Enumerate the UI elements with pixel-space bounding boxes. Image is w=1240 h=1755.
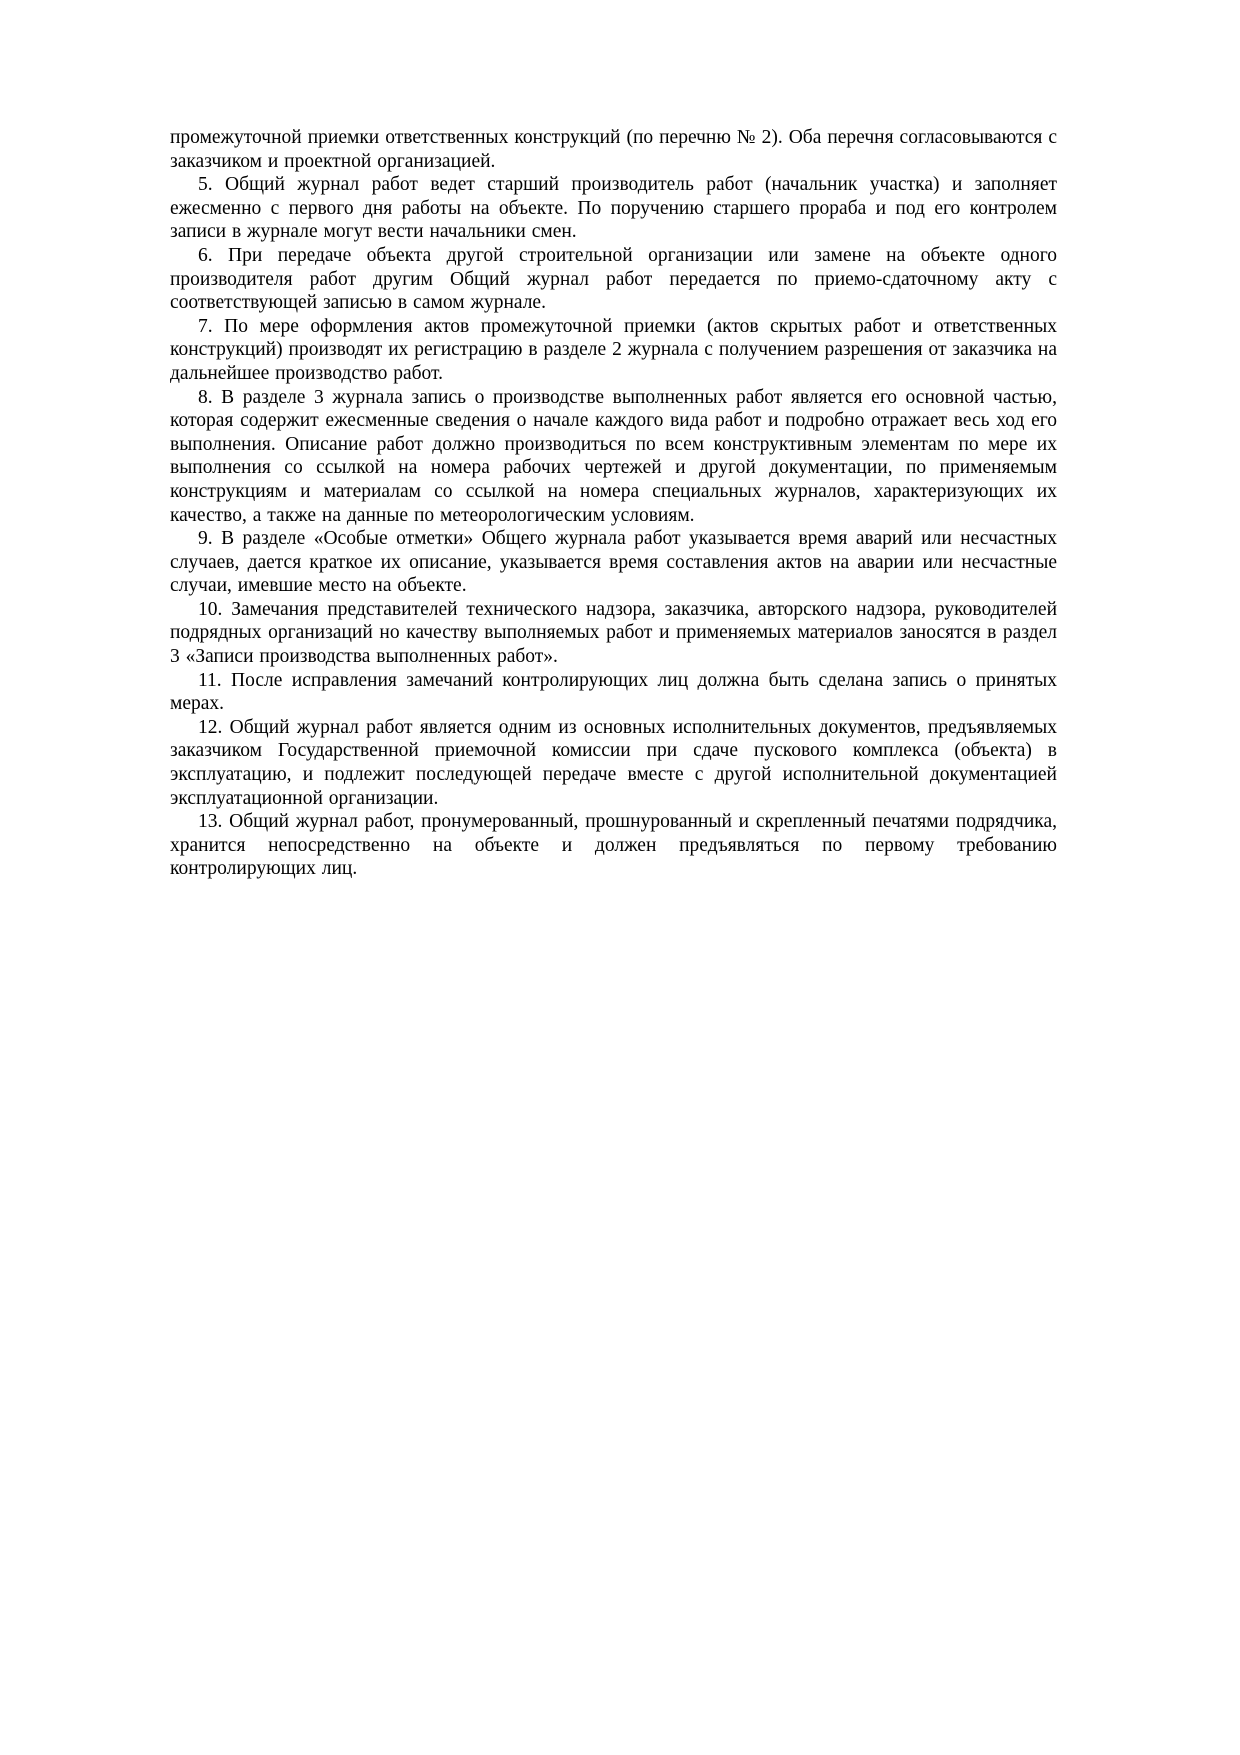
- paragraph-item-11: 11. После исправления замечаний контролирующих лиц должна быть сделана запись о принятых мерах.: [170, 669, 1057, 715]
- paragraph-item-7: 7. По мере оформления актов промежуточной приемки (актов скрытых работ и ответственных конструкций) производят их регистрацию в разделе 2 журнала с получением разрешения от заказчика на дальнейшее производство работ.: [170, 315, 1057, 384]
- paragraph-item-10: 10. Замечания представителей технического надзора, заказчика, авторского надзора, руководителей подрядных организаций но качеству выполняемых работ и применяемых материалов заносятся в раздел 3 «Записи производства выполненных работ».: [170, 598, 1057, 668]
- document-text-block: [170, 126, 1057, 881]
- paragraph-item-13: 13. Общий журнал работ, пронумерованный, прошнурованный и скрепленный печатями подрядчика, хранится непосредственно на объекте и должен предъявляться по первому требованию контролирующих лиц.: [170, 811, 1057, 880]
- paragraph-item-9: 9. В разделе «Особые отметки» Общего журнала работ указывается время аварий или несчастных случаев, дается краткое их описание, указывается время составления актов на аварии или несчастные случаи, имевшие место на объекте.: [170, 528, 1057, 597]
- paragraph-item-6: 6. При передаче объекта другой строительной организации или замене на объекте одного производителя работ другим Общий журнал работ передается по приемо-сдаточному акту с соответствующей записью в самом журнале.: [170, 244, 1057, 314]
- paragraph-item-8: 8. В разделе 3 журнала запись о производстве выполненных работ является его основной частью, которая содержит ежесменные сведения о начале каждого вида работ и подробно отражает весь ход его выполнения. Описание работ должно производиться по всем конструктивным элементам по мере их выполнения со ссылкой на номера рабочих чертежей и другой документации, по применяемым конструкциям и материалам со ссылкой на номера специальных журналов, характеризующих их качество, а также на данные по метеорологическим условиям.: [170, 386, 1057, 526]
- paragraph-continuation: промежуточной приемки ответственных конструкций (по перечню № 2). Оба перечня согласовываются с заказчиком и проектной организацией.: [170, 127, 1057, 172]
- paragraph-item-5: 5. Общий журнал работ ведет старший производитель работ (начальник участка) и заполняет ежесменно с первого дня работы на объекте. По поручению старшего прораба и под его контролем записи в журнале могут вести начальники смен.: [170, 174, 1057, 243]
- paragraph-item-12: 12. Общий журнал работ является одним из основных исполнительных документов, предъявляемых заказчиком Государственной приемочной комиссии при сдаче пускового комплекса (объекта) в эксплуатацию, и подлежит последующей передаче вместе с другой исполнительной документацией эксплуатационной организации.: [170, 716, 1057, 809]
